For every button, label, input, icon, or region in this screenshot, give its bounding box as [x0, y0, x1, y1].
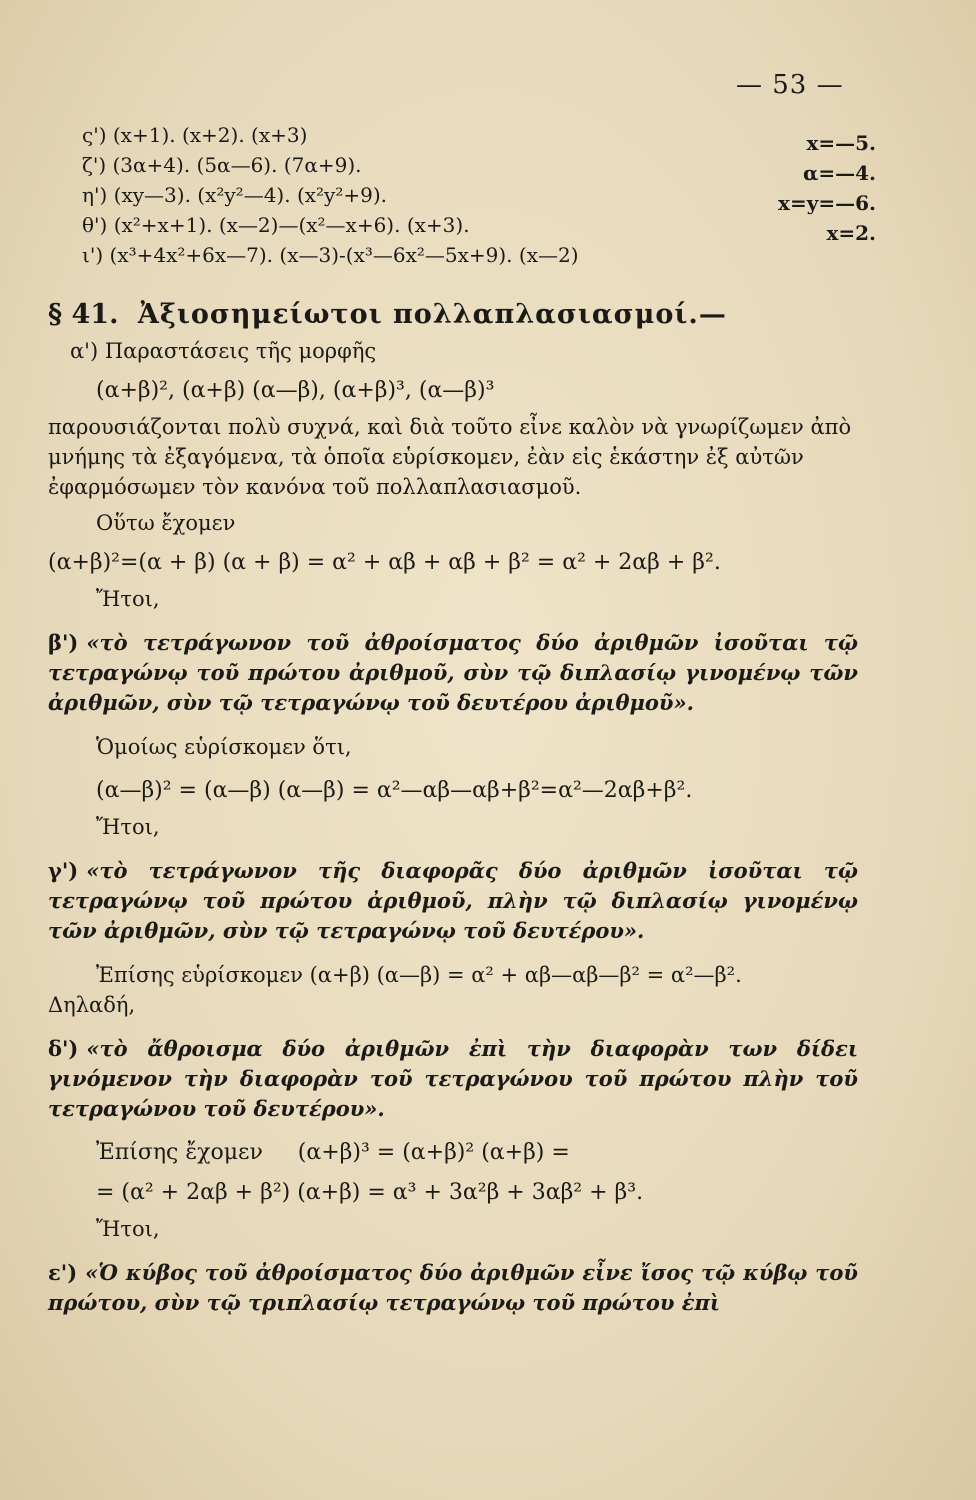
rule-tag: δ') — [48, 1036, 79, 1061]
rule-text: «τὸ τετράγωνον τῆς διαφορᾶς δύο ἀριθμῶν ἰσοῦται τῷ τετραγώνῳ τοῦ πρώτου ἀριθμοῦ, πλὴν τῷ διπλασίῳ γινομένῳ τῶν ἀριθμῶν, σὺν τῷ τετραγώνῳ τοῦ δευτέρου». — [48, 858, 858, 943]
outo-exomen: Οὕτω ἔχομεν — [96, 511, 236, 535]
answer-item: α=—4. — [802, 161, 876, 185]
rule-tag: γ') — [48, 858, 79, 883]
section-title: Ἀξιοσημείωτοι πολλαπλασιασμοί.— — [137, 299, 727, 330]
itoi-label: Ἤτοι, — [96, 1217, 160, 1241]
itoi-label: Ἤτοι, — [96, 815, 160, 839]
page-number: — 53 — — [736, 70, 844, 100]
rule-text: «τὸ τετράγωνον τοῦ ἀθροίσματος δύο ἀριθμῶν ἰσοῦται τῷ τετραγώνῳ τοῦ πρώτου ἀριθμοῦ, σὺν τῷ διπλασίῳ γινομένῳ τῶν ἀριθμῶν, σὺν τῷ τετραγώνῳ τοῦ δευτέρου ἀριθμοῦ». — [48, 630, 858, 715]
rule-tag: β') — [48, 630, 79, 655]
intro-paragraph: παρουσιάζονται πολὺ συχνά, καὶ διὰ τοῦτο εἶνε καλὸν νὰ γνωρίζωμεν ἀπὸ μνήμης τὰ ἐξαγόμενα, τὰ ὁποῖα εὑρίσκομεν, ἐὰν εἰς ἑκάστην ἐξ αὐτῶν ἐφαρμόσωμεν τὸν κανόνα τοῦ πολλαπλασιασμοῦ. — [48, 415, 852, 499]
exercise-expression: (x+1). (x+2). (x+3) — [112, 123, 308, 147]
formula-cube-sum-start — [48, 1138, 858, 1168]
intro-label: α') Παραστάσεις τῆς μορφῆς — [70, 339, 377, 363]
rule-tag: ε') — [48, 1260, 78, 1285]
episis-line: Ἐπίσης εὑρίσκομεν (α+β) (α—β) = α² + αβ—αβ—β² = α²—β². — [96, 963, 742, 987]
exercise-row — [82, 150, 682, 180]
exercise-expression: (x³+4x²+6x—7). (x—3)-(x³—6x²—5x+9). (x—2) — [109, 243, 579, 267]
formula-square-diff: (α—β)² = (α—β) (α—β) = α²—αβ—αβ+β²=α²—2αβ+β². — [96, 778, 693, 803]
formula-text: (α+β)³ = (α+β)² (α+β) = — [297, 1140, 570, 1165]
answer-item: x=y=—6. — [778, 191, 876, 215]
exercise-label: θ') — [82, 213, 108, 237]
itoi-label: Ἤτοι, — [96, 587, 160, 611]
exercise-row — [82, 120, 682, 150]
formula-square-sum: (α+β)²=(α + β) (α + β) = α² + αβ + αβ + β² = α² + 2αβ + β². — [48, 550, 721, 575]
diladi-label: Δηλαδή, — [48, 993, 136, 1017]
rule-g — [48, 856, 858, 946]
rule-b — [48, 628, 858, 718]
episis-label: Ἐπίσης ἔχομεν — [96, 1140, 263, 1165]
main-text — [48, 300, 858, 1332]
exercise-label: η') — [82, 183, 108, 207]
section-number: § 41. — [48, 299, 119, 330]
exercise-row — [82, 210, 682, 240]
exercise-expression: (xy—3). (x²y²—4). (x²y²+9). — [113, 183, 387, 207]
section-heading — [48, 300, 858, 330]
rule-text: «τὸ ἄθροισμα δύο ἀριθμῶν ἐπὶ τὴν διαφορὰν των δίδει γινόμενον τὴν διαφορὰν τοῦ τετραγώνου τοῦ πρώτου πλὴν τοῦ τετραγώνου τοῦ δευτέρου». — [48, 1036, 858, 1121]
answer-item: x=—5. — [806, 131, 876, 155]
rule-e — [48, 1258, 858, 1318]
forms-line: (α+β)², (α+β) (α—β), (α+β)³, (α—β)³ — [96, 378, 495, 403]
exercise-list — [82, 120, 682, 270]
exercise-expression: (x²+x+1). (x—2)—(x²—x+6). (x+3). — [113, 213, 470, 237]
exercise-label: ι') — [82, 243, 104, 267]
answer-item: x=2. — [826, 221, 876, 245]
rule-text: «Ὁ κύβος τοῦ ἀθροίσματος δύο ἀριθμῶν εἶνε ἴσος τῷ κύβῳ τοῦ πρώτου, σὺν τῷ τριπλασίῳ τετραγώνῳ τοῦ πρώτου ἐπὶ — [48, 1260, 858, 1315]
omoios-line: Ὁμοίως εὑρίσκομεν ὅτι, — [96, 735, 352, 759]
formula-cube-sum-end: = (α² + 2αβ + β²) (α+β) = α³ + 3α²β + 3αβ² + β³. — [96, 1180, 644, 1205]
exercise-label: ζ') — [82, 153, 107, 177]
exercise-label: ς') — [82, 123, 107, 147]
exercise-expression: (3α+4). (5α—6). (7α+9). — [112, 153, 362, 177]
exercise-row — [82, 180, 682, 210]
answer-column — [726, 128, 876, 248]
exercise-row — [82, 240, 682, 270]
rule-d — [48, 1034, 858, 1124]
